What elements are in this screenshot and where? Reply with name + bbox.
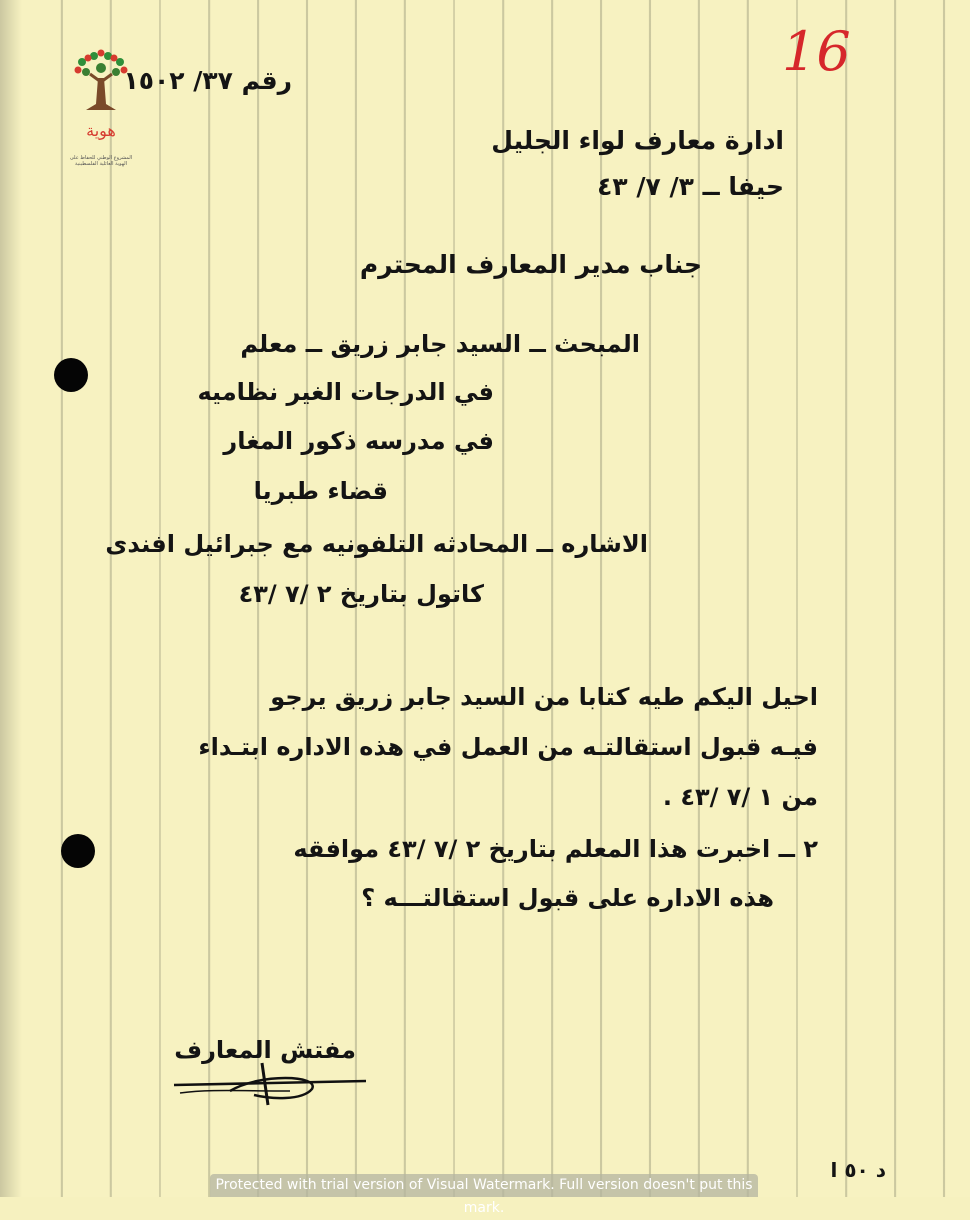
body-paragraph-2-line-2: هذه الاداره على قبول استقالتـــه ؟ (361, 884, 774, 912)
trial-watermark: Protected with trial version of Visual Watermark. Full version doesn't put this mark. (210, 1174, 758, 1197)
subject-line-3: في مدرسه ذكور المغار (223, 427, 494, 455)
office-name: ادارة معارف لواء الجليل (491, 126, 784, 155)
body-paragraph-2-line-1: ٢ ــ اخبرت هذا المعلم بتاريخ ٢ /٧ /٤٣ موافقه (293, 835, 818, 863)
page-number: 16 (782, 20, 851, 83)
logo-text: هوية (86, 121, 116, 140)
reference-note-line-1: الاشاره ــ المحادثه التلفونيه مع جبرائيل افندى (105, 530, 648, 558)
page-edge-shadow (0, 0, 22, 1197)
subject-line-4: قضاء طبريا (253, 477, 388, 505)
subject-line-1: المبحث ــ السيد جابر زريق ــ معلم (240, 330, 640, 358)
reference-note-line-2: كاتول بتاريخ ٢ /٧ /٤٣ (238, 580, 484, 608)
logo-caption-line1: المشروع الوطني للحفاظ على (69, 155, 133, 161)
signature-title: مفتش المعارف (174, 1036, 356, 1064)
handwritten-signature (170, 1055, 380, 1115)
subject-line-2: في الدرجات الغير نظاميه (197, 378, 494, 406)
logo-caption (68, 155, 134, 167)
body-paragraph-1-line-3: من ١ /٧ /٤٣ . (662, 783, 818, 811)
punch-hole-bottom (61, 834, 95, 868)
form-code: د ٥٠ ا (830, 1158, 886, 1182)
body-paragraph-1-line-1: احيل اليكم طيه كتابا من السيد جابر زريق يرجو (270, 683, 818, 711)
reference-number: رقم ٣٧/ ١٥٠٢ (123, 66, 292, 95)
addressee: جناب مدير المعارف المحترم (359, 250, 702, 279)
place-date: حيفا ــ ٣/ ٧/ ٤٣ (597, 172, 784, 201)
logo-caption-line2: الهوية العائلية الفلسطينية (74, 161, 127, 167)
body-paragraph-1-line-2: فيـه قبول استقالتـه من العمل في هذه الاداره ابتـداء (198, 733, 818, 761)
punch-hole-top (54, 358, 88, 392)
